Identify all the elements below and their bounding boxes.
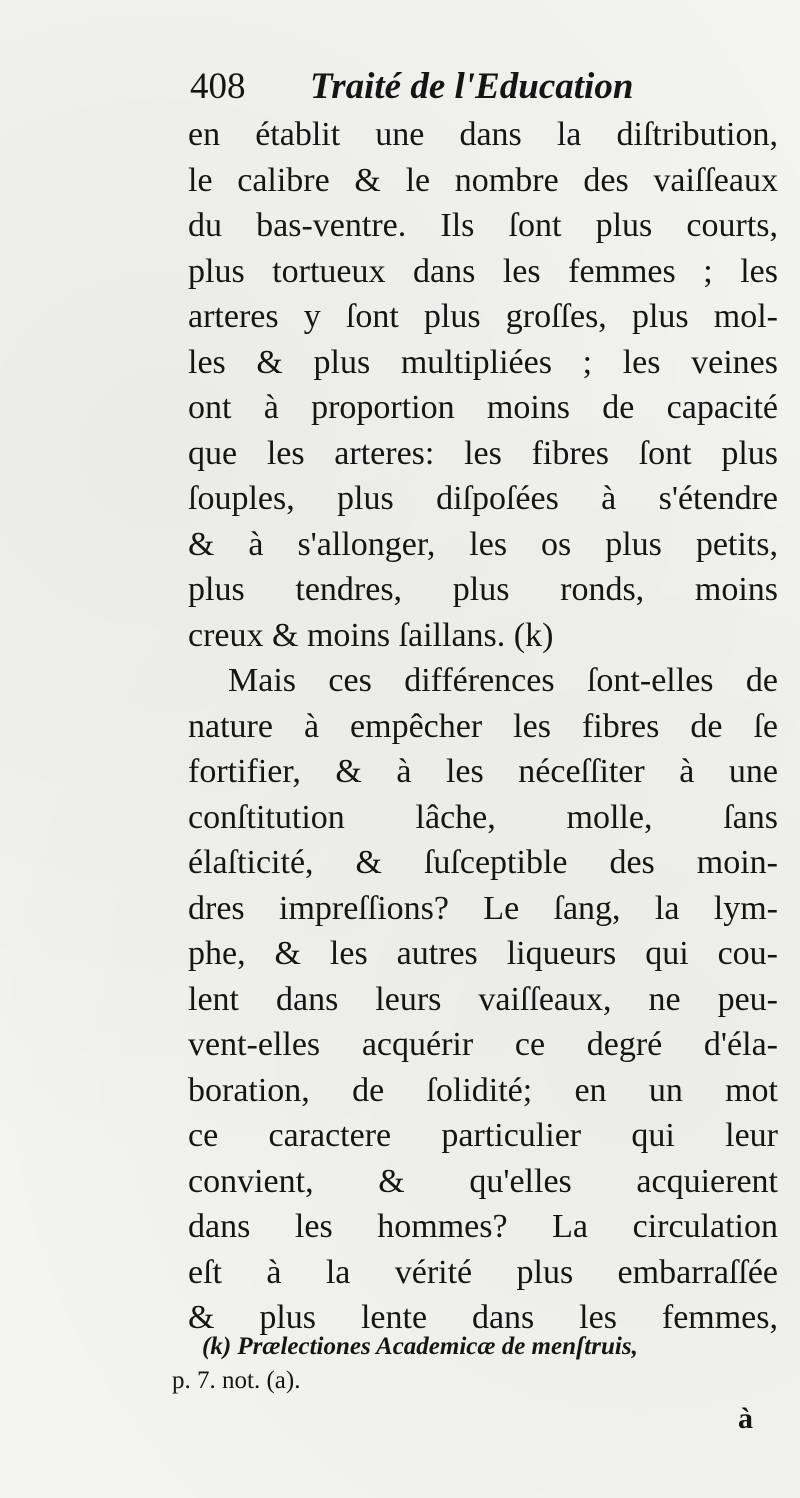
- text-line: ce caractere particulier qui leur: [188, 1117, 778, 1154]
- running-title: Traité de l'Education: [310, 66, 634, 107]
- text-line: en établit une dans la diſtribution,: [188, 116, 778, 153]
- text-line: lent dans leurs vaiſſeaux, ne peu-: [188, 980, 778, 1018]
- text-line: élaſticité, & ſuſceptible des moin-: [188, 844, 778, 881]
- text-line: vent-elles acquérir ce degré d'éla-: [188, 1026, 778, 1063]
- text-line: conſtitution lâche, molle, ſans: [188, 798, 778, 836]
- text-line: plus tendres, plus ronds, moins: [188, 571, 778, 608]
- footnote-citation: (k) Prælectiones Academicæ de menſtruis,: [202, 1333, 638, 1360]
- body-text: [188, 112, 778, 1341]
- text-line: ont à proportion moins de capacité: [188, 389, 778, 426]
- text-line: fortifier, & à les néceſſiter à une: [188, 753, 778, 790]
- text-line: que les arteres: les fibres ſont plus: [188, 434, 778, 472]
- text-line: nature à empêcher les fibres de ſe: [188, 707, 778, 745]
- text-line: phe, & les autres liqueurs qui cou-: [188, 935, 778, 972]
- text-line: convient, & qu'elles acquierent: [188, 1162, 778, 1200]
- footnote-reference: p. 7. not. (a).: [172, 1367, 301, 1394]
- text-line: le calibre & le nombre des vaiſſeaux: [188, 161, 778, 199]
- text-line: boration, de ſolidité; en un mot: [188, 1071, 778, 1109]
- text-line: & plus lente dans les femmes,: [188, 1299, 778, 1336]
- text-line: les & plus multipliées ; les veines: [188, 343, 778, 381]
- text-line: dans les hommes? La circulation: [188, 1208, 778, 1245]
- text-line: & à s'allonger, les os plus petits,: [188, 525, 778, 563]
- text-line: eſt à la vérité plus embarraſſée: [188, 1253, 778, 1291]
- text-line: plus tortueux dans les femmes ; les: [188, 252, 778, 290]
- text-line: du bas-ventre. Ils ſont plus courts,: [188, 207, 778, 244]
- text-line: arteres y ſont plus groſſes, plus mol-: [188, 298, 778, 335]
- page-number: 408: [190, 66, 246, 107]
- paragraph-end-line: creux & moins ſaillans. (k): [188, 616, 554, 654]
- footnote: [172, 1330, 782, 1398]
- text-line: ſouples, plus diſpoſées à s'étendre: [188, 480, 778, 517]
- page-header: [190, 60, 780, 112]
- text-line: dres impreſſions? Le ſang, la lym-: [188, 889, 778, 927]
- catchword: à: [738, 1402, 753, 1435]
- paragraph-start-line: Mais ces différences ſont-elles de: [228, 662, 778, 699]
